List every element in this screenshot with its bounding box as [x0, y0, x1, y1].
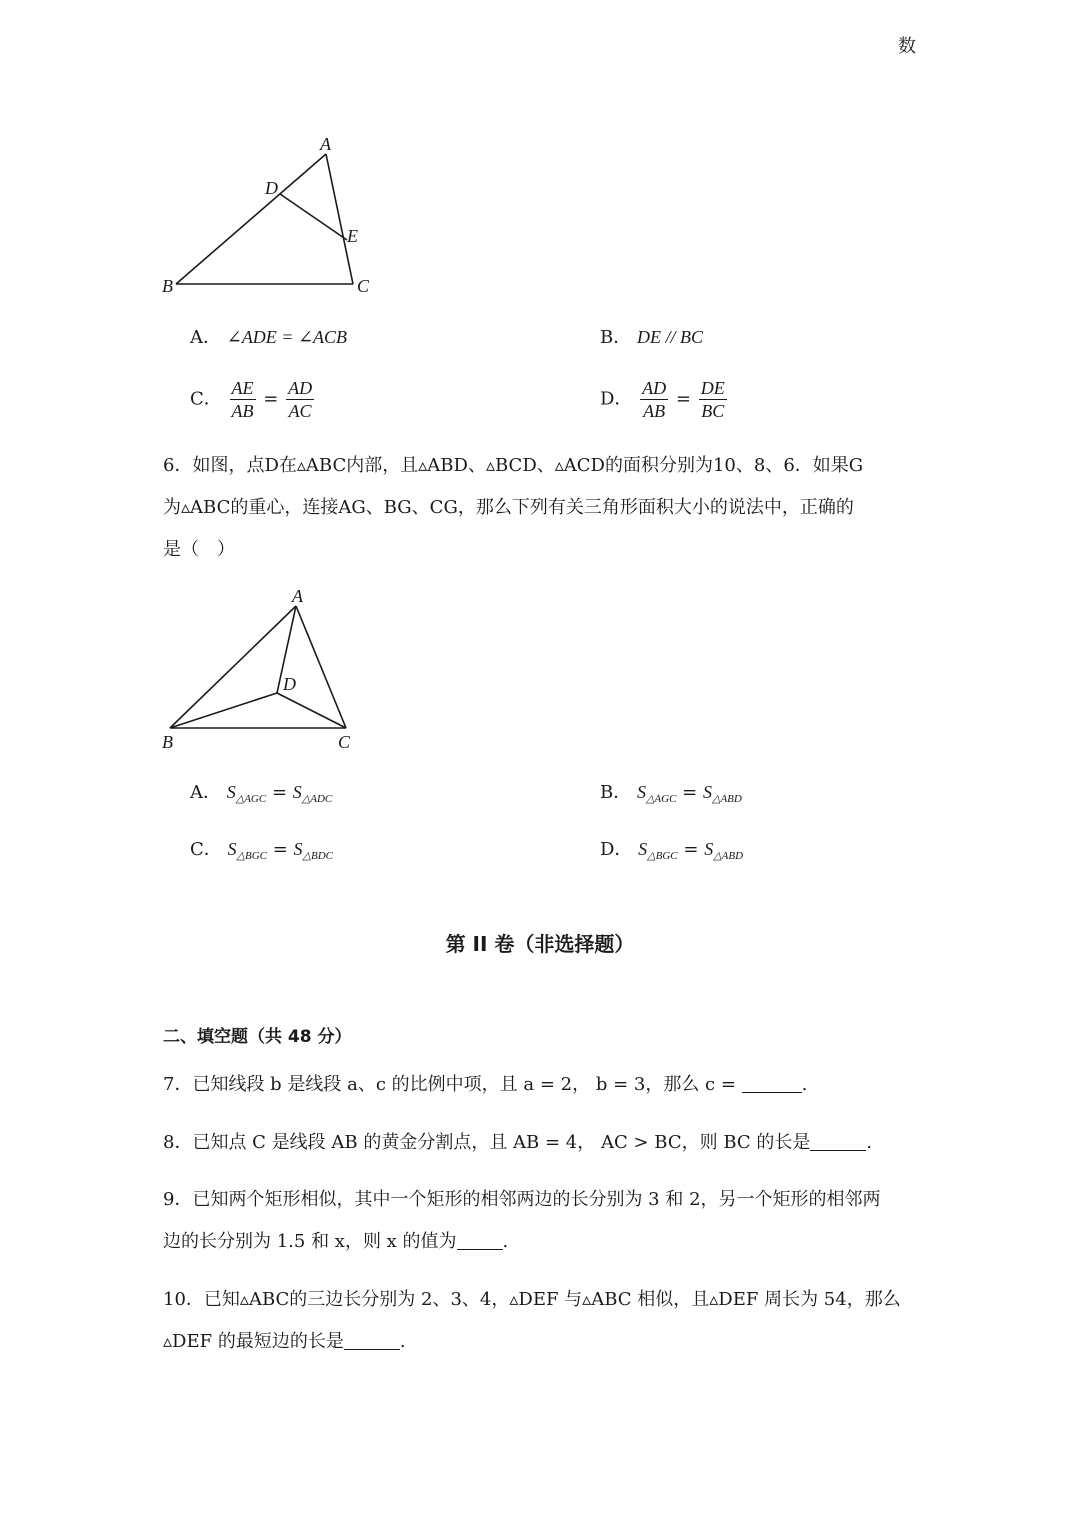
- answer-blank: [457, 1231, 503, 1250]
- fill-in-heading: 二、填空题（共 48 分）: [163, 1027, 352, 1047]
- s-symbol: S: [703, 782, 712, 802]
- q6-line-2: 为▵ABC的重心，连接AG、BG、CG，那么下列有关三角形面积大小的说法中，正确的: [163, 497, 854, 518]
- fraction-right: $\frac{DE}{BC}$: [700, 378, 725, 421]
- option-letter: D．: [600, 388, 633, 410]
- segment-ab: [176, 154, 326, 284]
- answer-blank: [810, 1132, 866, 1151]
- option-letter: C．: [190, 388, 222, 410]
- q6-line-3: 是（ ）: [163, 539, 235, 560]
- s-symbol: S: [292, 782, 302, 802]
- s-symbol: S: [293, 839, 303, 859]
- fraction-right: $\frac{AD}{AC}$: [288, 378, 313, 421]
- q6-option-d: D． $S_{\triangle BGC} = S_{\triangle ABD}$: [600, 839, 744, 862]
- segment-cd: [277, 693, 346, 728]
- page-header-corner-text: 数: [898, 36, 916, 57]
- q6-option-a: A． $S_{\triangle AGC} = S_{\triangle ADC}$: [190, 782, 333, 805]
- q9-line-2: 边的长分别为 1.5 和 x，则 x 的值为 .: [163, 1231, 509, 1252]
- segment-bd: [170, 693, 277, 728]
- option-letter: A．: [190, 782, 221, 803]
- q6-line-1: 6．如图，点D在▵ABC内部，且▵ABD、▵BCD、▵ACD的面积分别为10、8、6．如果G: [163, 455, 864, 476]
- q6-option-b: B． $S_{\triangle AGC} = S_{\triangle ABD}$: [600, 782, 742, 805]
- fraction-left: $\frac{AE}{AB}$: [231, 378, 254, 421]
- q5-option-a: [190, 325, 347, 350]
- segment-ac: [326, 154, 353, 284]
- segment-de: [280, 194, 347, 240]
- option-letter: A．: [190, 327, 221, 348]
- s-symbol: S: [638, 839, 648, 859]
- answer-blank: [344, 1331, 400, 1350]
- label-a: A: [292, 586, 303, 606]
- q6-option-c: C． $S_{\triangle BGC} = S_{\triangle BDC}$: [190, 839, 334, 862]
- triangle-figure-1: [150, 130, 390, 300]
- q7-text: 7．已知线段 b 是线段 a、c 的比例中项，且 a = 2， b = 3，那么 c =: [163, 1074, 742, 1095]
- label-c: C: [357, 276, 370, 296]
- q10-text: ▵DEF 的最短边的长是: [163, 1331, 344, 1352]
- subscript-left: △AGC: [235, 793, 267, 805]
- q5-option-d: D． $\frac{AD}{AB}$ = $\frac{DE}{BC}$: [600, 378, 725, 421]
- option-letter: B．: [600, 327, 632, 348]
- s-symbol: S: [227, 839, 237, 859]
- label-d: D: [265, 178, 278, 198]
- subscript-left: △BGC: [236, 850, 267, 862]
- answer-blank: [742, 1074, 802, 1093]
- segment-ac: [296, 606, 346, 728]
- q10-line-1: 10．已知▵ABC的三边长分别为 2、3、4，▵DEF 与▵ABC 相似，且▵DEF 周长为 54，那么: [163, 1289, 901, 1310]
- label-a: A: [320, 134, 331, 154]
- subscript-left: △BGC: [647, 850, 678, 862]
- q5-option-b: [600, 325, 703, 350]
- option-text: ∠ADE = ∠ACB: [226, 327, 348, 347]
- section-title: 第 II 卷（非选择题）: [445, 932, 635, 956]
- label-e: E: [347, 226, 358, 246]
- s-symbol: S: [226, 782, 236, 802]
- q7-line: 7．已知线段 b 是线段 a、c 的比例中项，且 a = 2， b = 3，那么 c = .: [163, 1074, 808, 1095]
- q8-text: 8．已知点 C 是线段 AB 的黄金分割点，且 AB = 4， AC > BC，则 BC 的长是: [163, 1132, 811, 1153]
- triangle-figure-2: [150, 580, 380, 760]
- subscript-right: △ABD: [713, 850, 744, 862]
- option-letter: B．: [600, 782, 632, 803]
- label-b: B: [162, 276, 173, 296]
- label-c: C: [338, 732, 351, 752]
- segment-ab: [170, 606, 296, 728]
- label-d: D: [283, 674, 296, 694]
- label-b: B: [162, 732, 173, 752]
- subscript-right: △BDC: [302, 850, 334, 862]
- q5-option-c: C． $\frac{AE}{AB}$ = $\frac{AD}{AC}$: [190, 378, 313, 421]
- q9-line-1: 9．已知两个矩形相似，其中一个矩形的相邻两边的长分别为 3 和 2，另一个矩形的相邻两: [163, 1189, 881, 1210]
- option-letter: D．: [600, 839, 633, 860]
- subscript-right: △ADC: [301, 793, 333, 805]
- q8-line: 8．已知点 C 是线段 AB 的黄金分割点，且 AB = 4， AC > BC，则 BC 的长是 .: [163, 1132, 873, 1153]
- q9-text: 边的长分别为 1.5 和 x，则 x 的值为: [163, 1231, 457, 1252]
- s-symbol: S: [704, 839, 714, 859]
- subscript-left: △AGC: [645, 793, 677, 805]
- option-text: DE // BC: [636, 327, 703, 347]
- s-symbol: S: [636, 782, 646, 802]
- q10-line-2: ▵DEF 的最短边的长是 .: [163, 1331, 406, 1352]
- subscript-right: △ABD: [712, 793, 742, 805]
- option-letter: C．: [190, 839, 222, 860]
- fraction-left: $\frac{AD}{AB}$: [642, 378, 667, 421]
